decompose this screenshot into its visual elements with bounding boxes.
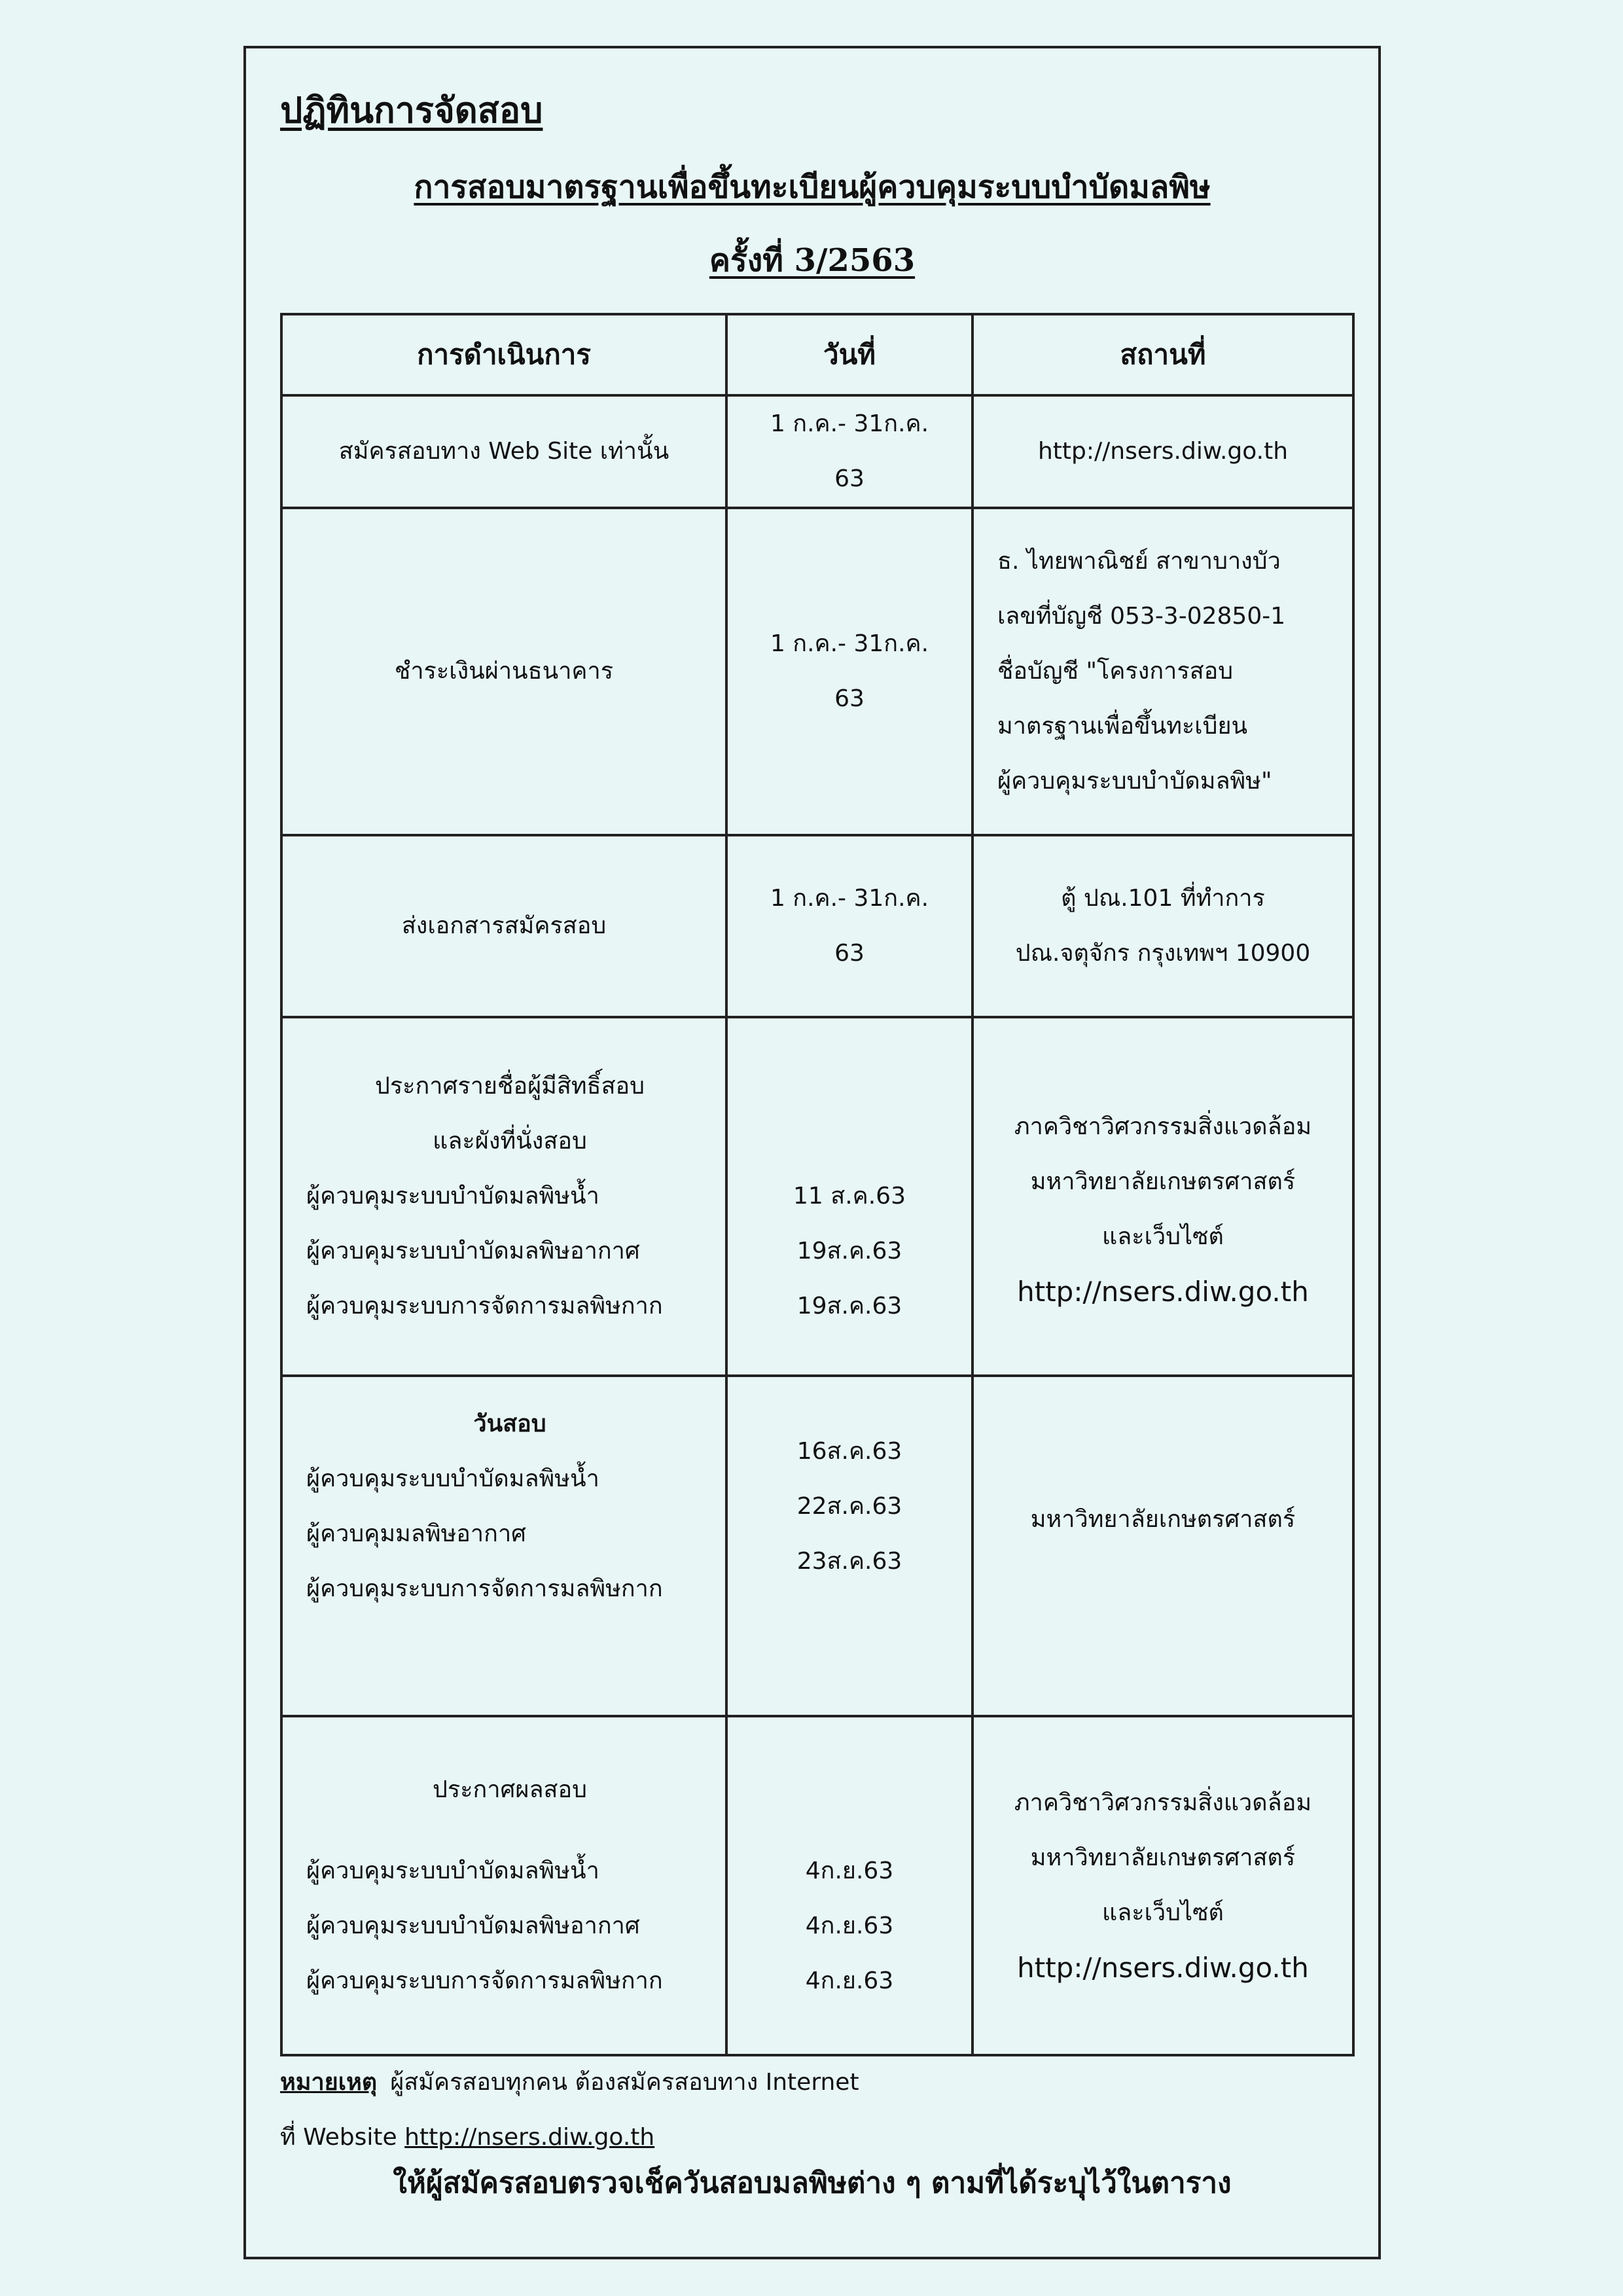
place-text: มหาวิทยาลัยเกษตรศาสตร์ <box>1030 1168 1296 1195</box>
activity-text: ผู้ควบคุมระบบการจัดการมลพิษกาก <box>306 1293 663 1319</box>
place-text: ภาควิชาวิศวกรรมสิ่งแวดล้อม <box>1014 1113 1312 1140</box>
table-row <box>281 395 1353 508</box>
activity-cell <box>281 1017 726 1376</box>
date-text: 23ส.ค.63 <box>796 1548 902 1575</box>
website-link[interactable]: http://nsers.diw.go.th <box>404 2124 655 2151</box>
date-cell <box>726 1716 972 2055</box>
place-text: และเว็บไซต์ <box>1102 1899 1224 1926</box>
date-text: 63 <box>834 940 865 967</box>
footer-instruction: ให้ผู้สมัครสอบตรวจเช็ควันสอบมลพิษต่าง ๆ ตามที่ได้ระบุไว้ในตาราง <box>393 2166 1232 2200</box>
note-section <box>280 2055 859 2165</box>
table-header-row <box>281 314 1353 395</box>
activity-cell <box>281 1716 726 2055</box>
place-cell <box>972 508 1353 835</box>
activity-cell <box>281 1376 726 1716</box>
date-cell <box>726 395 972 508</box>
place-cell <box>972 835 1353 1017</box>
place-text: ชื่อบัญชี "โครงการสอบ <box>997 658 1234 685</box>
place-text: ตู้ ปณ.101 ที่ทำการ <box>1061 885 1265 912</box>
place-cell <box>972 1716 1353 2055</box>
header-activity: การดำเนินการ <box>281 314 726 395</box>
note-line <box>280 2055 859 2110</box>
activity-text: ชำระเงินผ่านธนาคาร <box>394 658 614 685</box>
date-text: 19ส.ค.63 <box>796 1293 902 1319</box>
date-text: 4ก.ย.63 <box>805 1967 894 1994</box>
results-url[interactable]: http://nsers.diw.go.th <box>1017 1276 1309 1308</box>
activity-text: ผู้ควบคุมระบบบำบัดมลพิษอากาศ <box>306 1912 640 1939</box>
activity-text: ผู้ควบคุมมลพิษอากาศ <box>306 1520 527 1547</box>
table-row <box>281 1017 1353 1376</box>
row-heading: และผังที่นั่งสอบ <box>433 1128 587 1155</box>
activity-text: ผู้ควบคุมระบบบำบัดมลพิษน้ำ <box>306 1857 599 1884</box>
place-text: ธ. ไทยพาณิชย์ สาขาบางบัว <box>997 548 1281 575</box>
table-row <box>281 1376 1353 1716</box>
activity-cell <box>281 395 726 508</box>
date-text: 63 <box>834 685 865 712</box>
date-cell <box>726 508 972 835</box>
activity-cell <box>281 508 726 835</box>
exam-round: ครั้งที่ 3/2563 <box>709 242 916 279</box>
place-text: เลขที่บัญชี 053-3-02850-1 <box>997 603 1286 630</box>
date-cell <box>726 1376 972 1716</box>
place-text: และเว็บไซต์ <box>1102 1223 1224 1250</box>
activity-text: ผู้ควบคุมระบบการจัดการมลพิษกาก <box>306 1967 663 1994</box>
note-line <box>280 2110 859 2165</box>
activity-text: ผู้ควบคุมระบบการจัดการมลพิษกาก <box>306 1575 663 1602</box>
row-heading: ประกาศรายชื่อผู้มีสิทธิ์สอบ <box>374 1073 645 1100</box>
note-label: หมายเหตุ <box>280 2069 378 2096</box>
date-cell <box>726 1017 972 1376</box>
date-cell <box>726 835 972 1017</box>
place-text: ผู้ควบคุมระบบบำบัดมลพิษ" <box>997 768 1272 795</box>
note-text: ผู้สมัครสอบทุกคน ต้องสมัครสอบทาง Internet <box>390 2069 859 2096</box>
activity-cell <box>281 835 726 1017</box>
table-row <box>281 1716 1353 2055</box>
document-subtitle: การสอบมาตรฐานเพื่อขึ้นทะเบียนผู้ควบคุมระบบบำบัดมลพิษ <box>414 169 1211 206</box>
place-text: มหาวิทยาลัยเกษตรศาสตร์ <box>1030 1844 1296 1871</box>
activity-text: ผู้ควบคุมระบบบำบัดมลพิษอากาศ <box>306 1238 640 1265</box>
row-heading: วันสอบ <box>473 1410 546 1437</box>
header-date: วันที่ <box>726 314 972 395</box>
place-text: ภาควิชาวิศวกรรมสิ่งแวดล้อม <box>1014 1789 1312 1816</box>
date-text: 1 ก.ค.- 31ก.ค. <box>770 630 929 657</box>
place-cell <box>972 1017 1353 1376</box>
date-text: 19ส.ค.63 <box>796 1238 902 1265</box>
results-url[interactable]: http://nsers.diw.go.th <box>1017 1952 1309 1984</box>
date-text: 16ส.ค.63 <box>796 1438 902 1465</box>
activity-text: ส่งเอกสารสมัครสอบ <box>401 912 607 939</box>
date-text: 11 ส.ค.63 <box>793 1183 906 1210</box>
place-cell <box>972 1376 1353 1716</box>
registration-url[interactable]: http://nsers.diw.go.th <box>1037 438 1289 465</box>
date-text: 1 ก.ค.- 31ก.ค. <box>770 885 929 912</box>
exam-schedule-table <box>280 313 1355 2056</box>
date-text: 63 <box>834 465 865 492</box>
date-text: 4ก.ย.63 <box>805 1912 894 1939</box>
table-row <box>281 508 1353 835</box>
place-text: มาตรฐานเพื่อขึ้นทะเบียน <box>997 713 1248 740</box>
date-text: 1 ก.ค.- 31ก.ค. <box>770 410 929 437</box>
activity-text: ผู้ควบคุมระบบบำบัดมลพิษน้ำ <box>306 1465 599 1492</box>
table-row <box>281 835 1353 1017</box>
date-text: 4ก.ย.63 <box>805 1857 894 1884</box>
header-place: สถานที่ <box>972 314 1353 395</box>
date-text: 22ส.ค.63 <box>796 1493 902 1520</box>
place-cell <box>972 395 1353 508</box>
note-text: ที่ Website <box>280 2124 397 2151</box>
document-title: ปฏิทินการจัดสอบ <box>280 89 543 131</box>
activity-text: ผู้ควบคุมระบบบำบัดมลพิษน้ำ <box>306 1183 599 1210</box>
place-text: มหาวิทยาลัยเกษตรศาสตร์ <box>1030 1506 1296 1533</box>
place-text: ปณ.จตุจักร กรุงเทพฯ 10900 <box>1015 940 1311 967</box>
row-heading: ประกาศผลสอบ <box>433 1776 587 1803</box>
activity-text: สมัครสอบทาง Web Site เท่านั้น <box>338 438 669 465</box>
